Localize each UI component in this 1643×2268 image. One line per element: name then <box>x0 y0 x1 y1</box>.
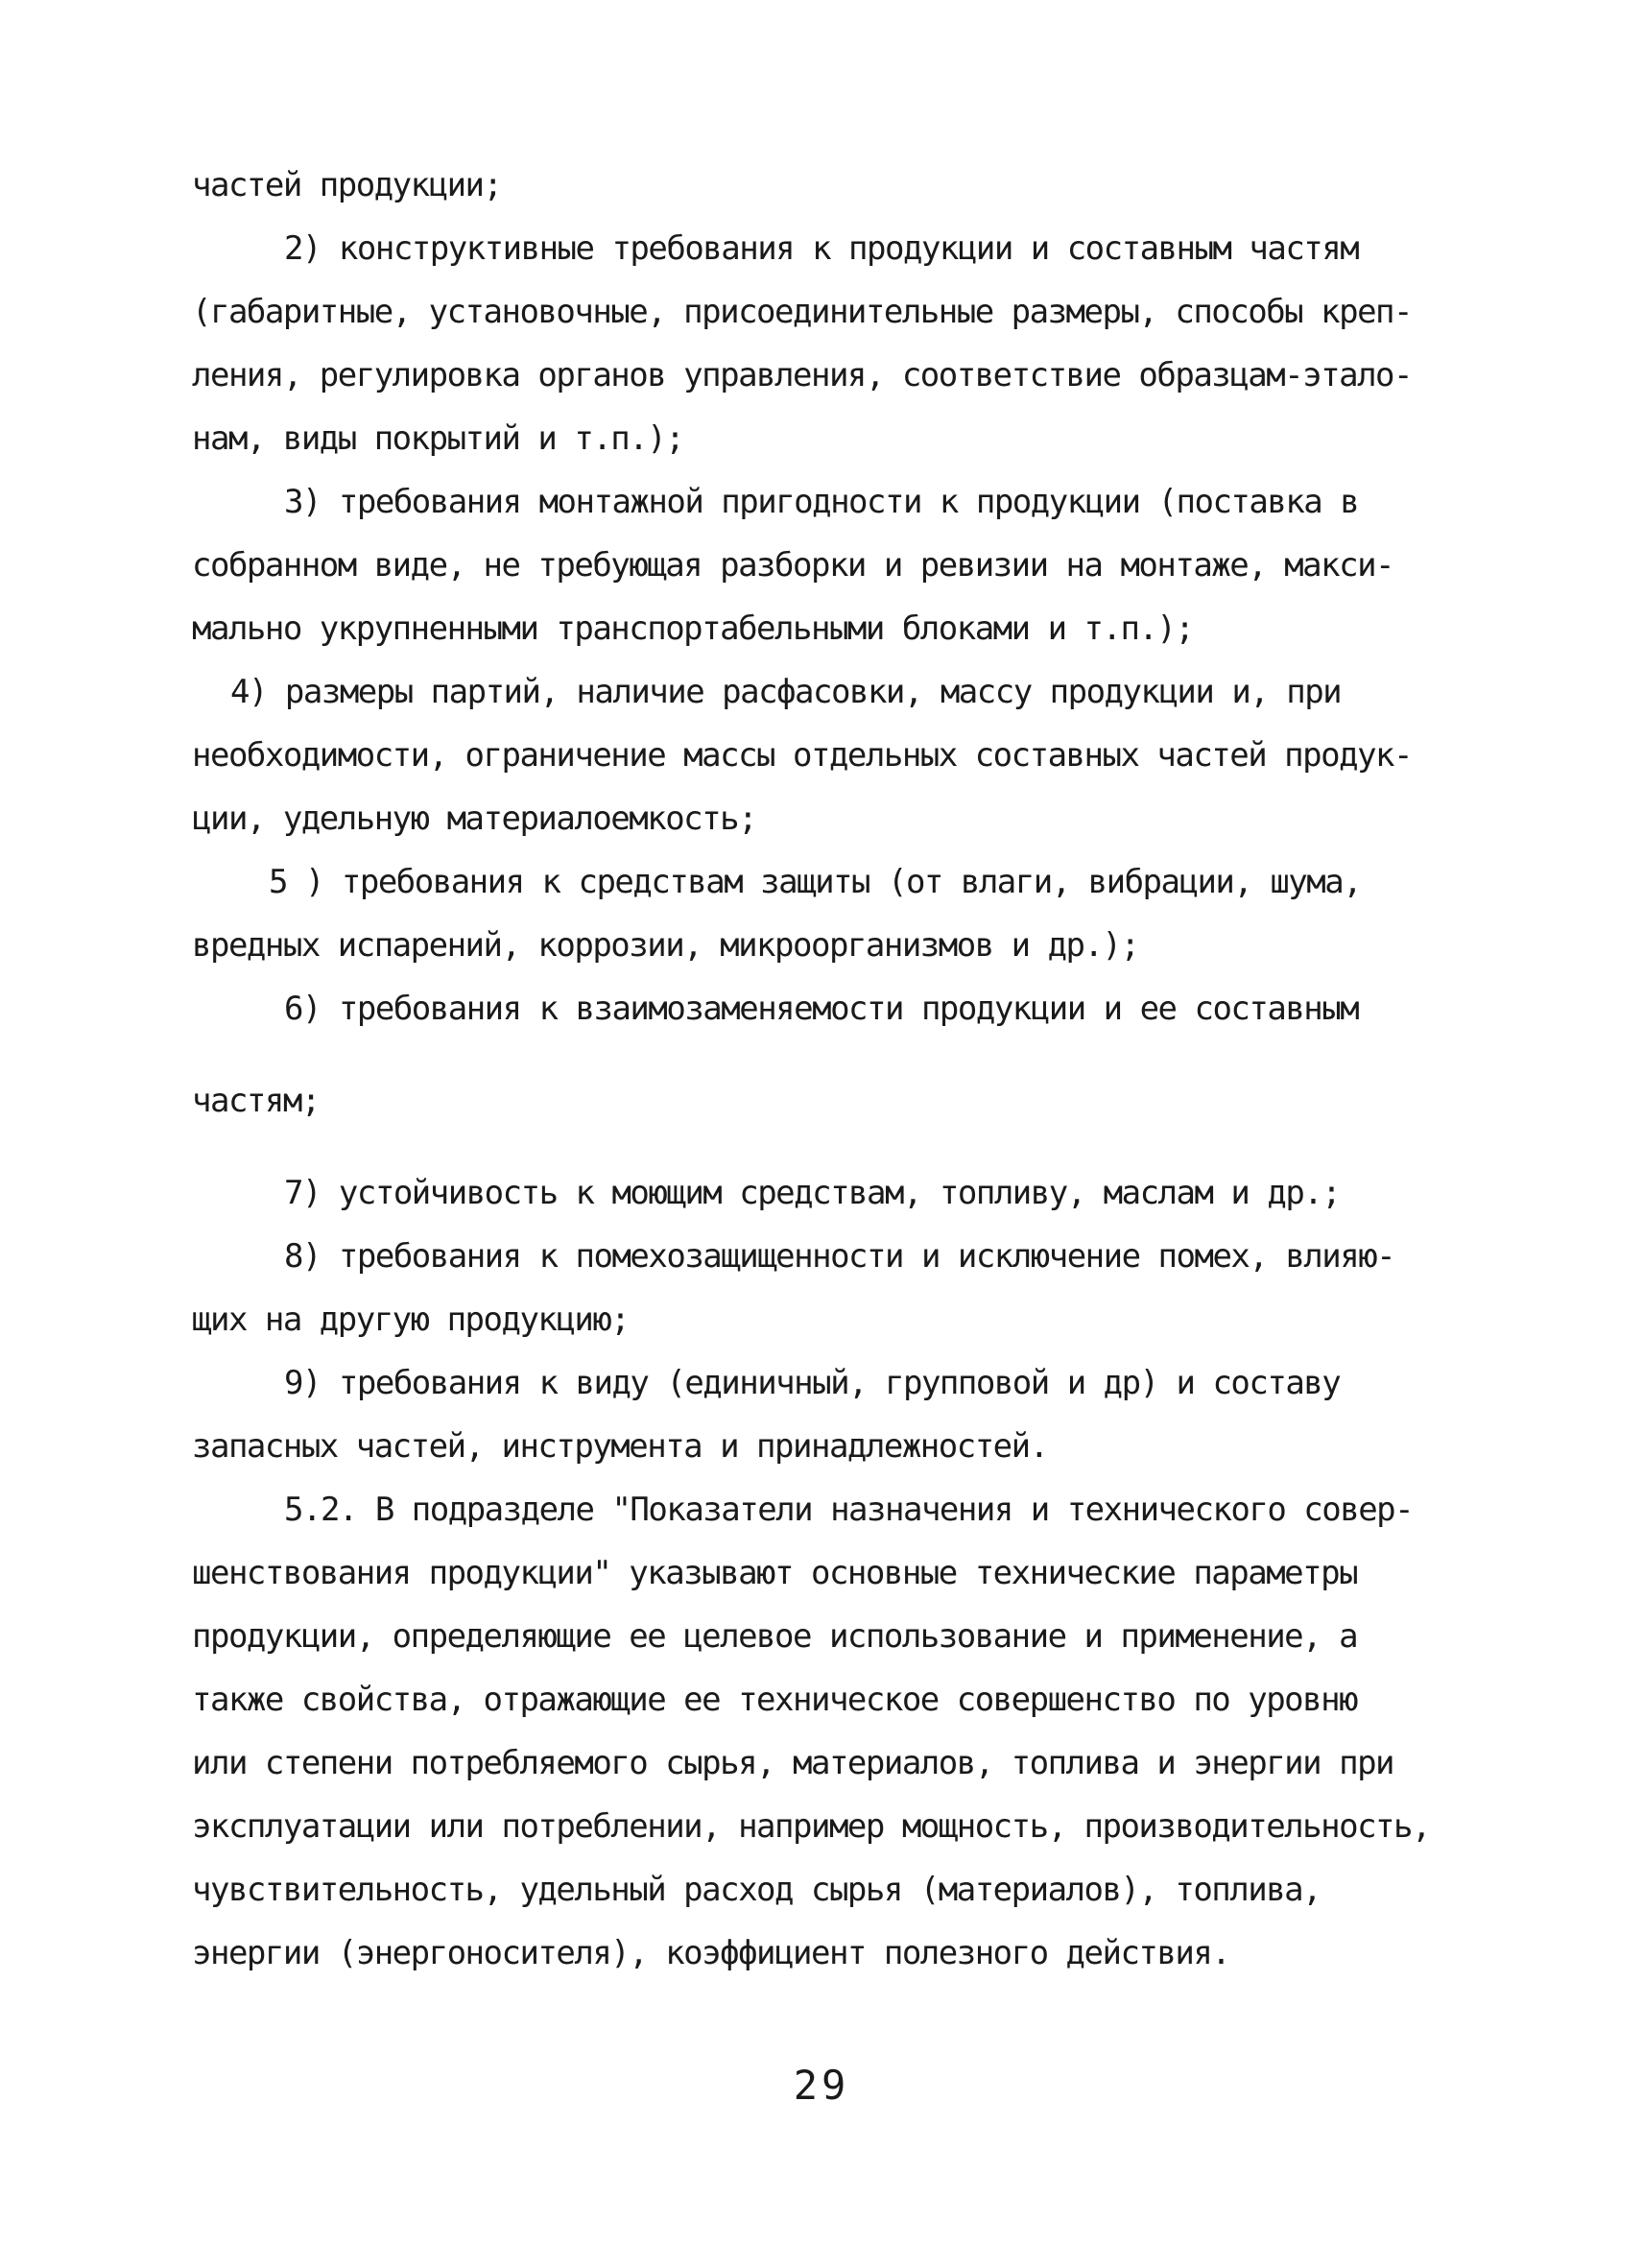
text-line: ции, удельную материалоемкость; <box>192 800 757 838</box>
text-line: ления, регулировка органов управления, соответствие образцам-этало- <box>192 356 1412 394</box>
text-line: энергии (энергоносителя), коэффициент полезного действия. <box>192 1934 1230 1972</box>
text-line: 3) требования монтажной пригодности к продукции (поставка в <box>284 483 1359 521</box>
text-line: 7) устойчивость к моющим средствам, топливу, маслам и др.; <box>284 1174 1341 1212</box>
text-line: шенствования продукции" указывают основные технические параметры <box>192 1554 1358 1592</box>
text-line: частей продукции; <box>192 166 502 204</box>
text-line: 5.2. В подразделе "Показатели назначения и технического совер- <box>284 1491 1414 1529</box>
text-line: мально укрупненными транспортабельными блоками и т.п.); <box>192 609 1194 648</box>
text-line: (габаритные, установочные, присоединительные размеры, способы креп- <box>192 293 1412 331</box>
text-line: 8) требования к помехозащищенности и исключение помех, влияю- <box>284 1237 1395 1276</box>
text-line: собранном виде, не требующая разборки и ревизии на монтаже, макси- <box>192 546 1394 585</box>
page-number: 29 <box>793 2062 850 2109</box>
text-line: 9) требования к виду (единичный, групповой и др) и составу <box>284 1364 1341 1402</box>
text-line: продукции, определяющие ее целевое использование и применение, а <box>192 1617 1358 1656</box>
text-line: запасных частей, инструмента и принадлежностей. <box>192 1427 1048 1466</box>
text-line: 4) размеры партий, наличие расфасовки, массу продукции и, при <box>230 673 1342 711</box>
document-body <box>192 154 1507 1985</box>
text-line: также свойства, отражающие ее техническое совершенство по уровню <box>192 1681 1358 1719</box>
text-line: частям; <box>192 1082 320 1120</box>
text-line: или степени потребляемого сырья, материалов, топлива и энергии при <box>192 1744 1394 1782</box>
text-line: нам, виды покрытий и т.п.); <box>192 419 684 458</box>
text-line: 2) конструктивные требования к продукции и составным частям <box>284 229 1359 268</box>
text-line: 6) требования к взаимозаменяемости продукции и ее составным <box>284 990 1359 1028</box>
text-line: щих на другую продукцию; <box>192 1301 630 1339</box>
text-line: необходимости, ограничение массы отдельных составных частей продук- <box>192 736 1412 775</box>
text-line: 5 ) требования к средствам защиты (от влаги, вибрации, шума, <box>269 863 1362 901</box>
text-line: чувствительность, удельный расход сырья (материалов), топлива, <box>192 1871 1322 1909</box>
text-line: вредных испарений, коррозии, микроорганизмов и др.); <box>192 926 1139 965</box>
text-line: эксплуатации или потреблении, например мощность, производительность, <box>192 1807 1430 1846</box>
